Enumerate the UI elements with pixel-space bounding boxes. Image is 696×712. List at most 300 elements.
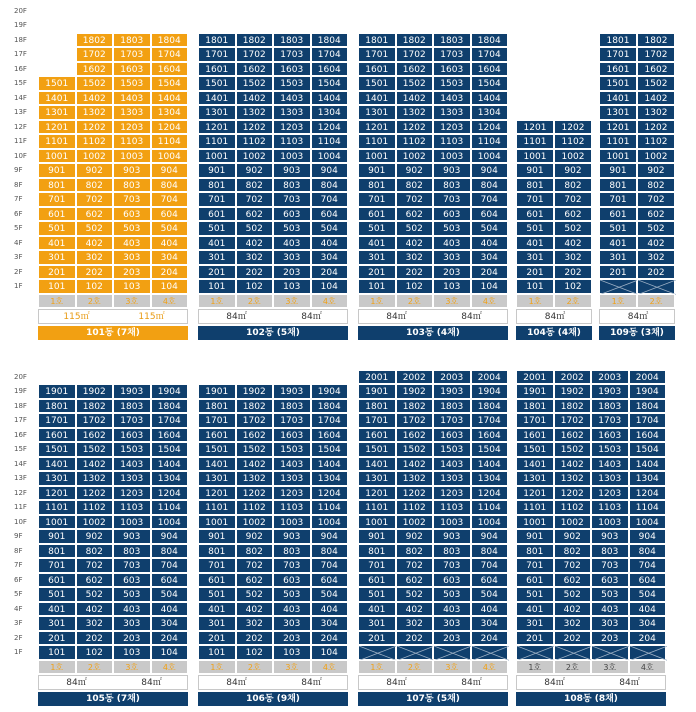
unit-cell[interactable]: 1204 [471,486,509,501]
unit-cell[interactable]: 202 [554,265,592,280]
unit-cell[interactable]: 1502 [76,442,114,457]
unit-cell[interactable]: 1903 [113,384,151,399]
unit-cell[interactable]: 601 [198,573,236,588]
unit-cell[interactable]: 602 [554,573,592,588]
unit-cell[interactable]: 1801 [358,399,396,414]
unit-cell[interactable]: 401 [599,236,637,251]
unit-cell[interactable]: 1201 [198,120,236,135]
unit-cell[interactable]: 502 [76,221,114,236]
unit-cell[interactable]: 103 [113,279,151,294]
unit-cell[interactable]: 903 [273,163,311,178]
unit-cell[interactable]: 1001 [38,149,76,164]
unit-cell[interactable]: 704 [151,192,189,207]
unit-cell[interactable]: 501 [599,221,637,236]
unit-cell[interactable]: 502 [396,587,434,602]
unit-cell[interactable]: 503 [273,587,311,602]
unit-cell[interactable]: 1402 [554,457,592,472]
unit-cell[interactable]: 201 [198,265,236,280]
unit-cell[interactable]: 802 [76,544,114,559]
unit-cell[interactable]: 101 [198,645,236,660]
unit-cell[interactable]: 1103 [273,134,311,149]
unit-cell[interactable]: 1301 [198,471,236,486]
unit-cell[interactable]: 1504 [151,442,189,457]
unit-cell[interactable]: 404 [151,602,189,617]
unit-cell[interactable]: 1303 [433,471,471,486]
unit-cell[interactable]: 1002 [554,515,592,530]
unit-cell[interactable] [396,645,434,660]
unit-cell[interactable]: 1804 [471,33,509,48]
unit-cell[interactable]: 1201 [516,486,554,501]
unit-cell[interactable]: 1001 [358,149,396,164]
unit-cell[interactable]: 1601 [358,428,396,443]
unit-cell[interactable]: 1303 [113,105,151,120]
unit-cell[interactable]: 1804 [151,399,189,414]
unit-cell[interactable]: 1201 [516,120,554,135]
unit-cell[interactable]: 404 [471,236,509,251]
unit-cell[interactable]: 1104 [311,500,349,515]
unit-cell[interactable]: 904 [471,163,509,178]
unit-cell[interactable]: 1803 [113,33,151,48]
unit-cell[interactable]: 1101 [198,500,236,515]
unit-cell[interactable]: 1602 [637,62,675,77]
unit-cell[interactable]: 1901 [358,384,396,399]
unit-cell[interactable]: 102 [76,279,114,294]
unit-cell[interactable]: 1202 [554,120,592,135]
unit-cell[interactable]: 1002 [396,149,434,164]
unit-cell[interactable]: 203 [273,631,311,646]
unit-cell[interactable]: 103 [273,279,311,294]
unit-cell[interactable]: 103 [433,279,471,294]
unit-cell[interactable]: 1202 [236,486,274,501]
unit-cell[interactable]: 601 [599,207,637,222]
unit-cell[interactable]: 102 [76,645,114,660]
unit-cell[interactable]: 703 [591,558,629,573]
unit-cell[interactable]: 1502 [554,442,592,457]
unit-cell[interactable]: 1804 [151,33,189,48]
unit-cell[interactable]: 901 [358,529,396,544]
unit-cell[interactable]: 1704 [151,413,189,428]
unit-cell[interactable]: 802 [76,178,114,193]
unit-cell[interactable]: 1903 [273,384,311,399]
unit-cell[interactable]: 503 [113,221,151,236]
unit-cell[interactable]: 102 [554,279,592,294]
unit-cell[interactable]: 901 [38,529,76,544]
unit-cell[interactable]: 904 [151,529,189,544]
unit-cell[interactable]: 1004 [471,515,509,530]
unit-cell[interactable]: 1503 [273,442,311,457]
unit-cell[interactable]: 1804 [629,399,667,414]
unit-cell[interactable]: 201 [38,631,76,646]
unit-cell[interactable]: 1102 [396,134,434,149]
unit-cell[interactable]: 1801 [516,399,554,414]
unit-cell[interactable]: 1101 [38,134,76,149]
unit-cell[interactable]: 902 [554,529,592,544]
unit-cell[interactable]: 1201 [198,486,236,501]
unit-cell[interactable]: 1401 [38,91,76,106]
unit-cell[interactable]: 203 [113,265,151,280]
unit-cell[interactable] [433,645,471,660]
unit-cell[interactable]: 1303 [591,471,629,486]
unit-cell[interactable]: 302 [396,250,434,265]
unit-cell[interactable]: 1804 [471,399,509,414]
unit-cell[interactable]: 1504 [471,76,509,91]
unit-cell[interactable]: 1703 [591,413,629,428]
unit-cell[interactable]: 601 [516,573,554,588]
unit-cell[interactable]: 204 [311,631,349,646]
unit-cell[interactable]: 1703 [273,413,311,428]
unit-cell[interactable]: 101 [358,279,396,294]
unit-cell[interactable]: 101 [38,645,76,660]
unit-cell[interactable]: 1902 [236,384,274,399]
unit-cell[interactable]: 1501 [516,442,554,457]
unit-cell[interactable]: 901 [358,163,396,178]
unit-cell[interactable]: 1803 [591,399,629,414]
unit-cell[interactable]: 801 [38,544,76,559]
unit-cell[interactable]: 102 [236,279,274,294]
unit-cell[interactable]: 1502 [396,76,434,91]
unit-cell[interactable]: 1102 [236,134,274,149]
unit-cell[interactable]: 1002 [396,515,434,530]
unit-cell[interactable]: 1701 [38,413,76,428]
unit-cell[interactable]: 104 [471,279,509,294]
unit-cell[interactable]: 402 [76,236,114,251]
unit-cell[interactable]: 503 [433,221,471,236]
unit-cell[interactable]: 1802 [396,33,434,48]
unit-cell[interactable]: 1203 [433,120,471,135]
unit-cell[interactable]: 603 [273,573,311,588]
unit-cell[interactable]: 103 [113,645,151,660]
unit-cell[interactable]: 702 [236,558,274,573]
unit-cell[interactable]: 603 [591,573,629,588]
unit-cell[interactable]: 1604 [311,428,349,443]
unit-cell[interactable]: 1304 [471,105,509,120]
unit-cell[interactable]: 1704 [311,413,349,428]
unit-cell[interactable]: 1803 [433,399,471,414]
unit-cell[interactable]: 1202 [554,486,592,501]
unit-cell[interactable]: 1302 [396,105,434,120]
unit-cell[interactable]: 1101 [38,500,76,515]
unit-cell[interactable]: 902 [396,529,434,544]
unit-cell[interactable]: 301 [38,616,76,631]
unit-cell[interactable]: 1004 [151,515,189,530]
unit-cell[interactable]: 1004 [471,149,509,164]
unit-cell[interactable]: 503 [273,221,311,236]
unit-cell[interactable]: 1802 [637,33,675,48]
unit-cell[interactable]: 501 [516,587,554,602]
unit-cell[interactable]: 1301 [516,471,554,486]
unit-cell[interactable]: 804 [151,178,189,193]
unit-cell[interactable]: 803 [113,544,151,559]
unit-cell[interactable]: 1404 [471,91,509,106]
unit-cell[interactable]: 1302 [637,105,675,120]
unit-cell[interactable]: 2004 [471,370,509,385]
unit-cell[interactable]: 1704 [471,47,509,62]
unit-cell[interactable]: 403 [113,602,151,617]
unit-cell[interactable]: 1702 [554,413,592,428]
unit-cell[interactable]: 1103 [433,500,471,515]
unit-cell[interactable]: 903 [113,529,151,544]
unit-cell[interactable]: 803 [433,544,471,559]
unit-cell[interactable]: 702 [76,192,114,207]
unit-cell[interactable]: 1203 [273,120,311,135]
unit-cell[interactable]: 1104 [151,134,189,149]
unit-cell[interactable]: 302 [236,250,274,265]
unit-cell[interactable]: 1702 [236,413,274,428]
unit-cell[interactable]: 1102 [554,500,592,515]
unit-cell[interactable]: 1702 [76,47,114,62]
unit-cell[interactable]: 402 [396,602,434,617]
unit-cell[interactable]: 701 [516,558,554,573]
unit-cell[interactable]: 1001 [599,149,637,164]
unit-cell[interactable]: 1304 [629,471,667,486]
unit-cell[interactable]: 802 [396,178,434,193]
unit-cell[interactable]: 204 [471,265,509,280]
unit-cell[interactable]: 101 [198,279,236,294]
unit-cell[interactable]: 402 [236,236,274,251]
unit-cell[interactable]: 804 [311,178,349,193]
unit-cell[interactable]: 202 [637,265,675,280]
unit-cell[interactable]: 1604 [471,428,509,443]
unit-cell[interactable]: 904 [471,529,509,544]
unit-cell[interactable]: 701 [516,192,554,207]
unit-cell[interactable]: 1703 [433,47,471,62]
unit-cell[interactable]: 203 [433,631,471,646]
unit-cell[interactable]: 1504 [151,76,189,91]
unit-cell[interactable]: 1603 [273,62,311,77]
unit-cell[interactable]: 1304 [311,471,349,486]
unit-cell[interactable]: 1404 [629,457,667,472]
unit-cell[interactable]: 204 [151,631,189,646]
unit-cell[interactable]: 402 [554,236,592,251]
unit-cell[interactable]: 2001 [516,370,554,385]
unit-cell[interactable]: 1204 [311,486,349,501]
unit-cell[interactable]: 701 [358,192,396,207]
unit-cell[interactable]: 1604 [471,62,509,77]
unit-cell[interactable]: 502 [396,221,434,236]
unit-cell[interactable]: 1402 [236,91,274,106]
unit-cell[interactable]: 1401 [198,457,236,472]
unit-cell[interactable] [516,645,554,660]
unit-cell[interactable]: 902 [76,163,114,178]
unit-cell[interactable]: 301 [516,616,554,631]
unit-cell[interactable]: 704 [311,192,349,207]
unit-cell[interactable]: 301 [198,616,236,631]
unit-cell[interactable]: 501 [516,221,554,236]
unit-cell[interactable]: 1301 [358,471,396,486]
unit-cell[interactable]: 1202 [76,486,114,501]
unit-cell[interactable]: 602 [236,207,274,222]
unit-cell[interactable]: 1503 [433,442,471,457]
unit-cell[interactable]: 601 [516,207,554,222]
unit-cell[interactable]: 1001 [358,515,396,530]
unit-cell[interactable]: 403 [433,236,471,251]
unit-cell[interactable]: 1603 [113,428,151,443]
unit-cell[interactable]: 1701 [198,47,236,62]
unit-cell[interactable]: 1104 [311,134,349,149]
unit-cell[interactable]: 901 [599,163,637,178]
unit-cell[interactable]: 1502 [396,442,434,457]
unit-cell[interactable]: 803 [273,544,311,559]
unit-cell[interactable]: 404 [151,236,189,251]
unit-cell[interactable]: 304 [311,616,349,631]
unit-cell[interactable]: 802 [236,178,274,193]
unit-cell[interactable]: 1704 [629,413,667,428]
unit-cell[interactable]: 1302 [396,471,434,486]
unit-cell[interactable]: 303 [113,250,151,265]
unit-cell[interactable]: 2002 [396,370,434,385]
unit-cell[interactable]: 303 [591,616,629,631]
unit-cell[interactable]: 304 [311,250,349,265]
unit-cell[interactable]: 1601 [358,62,396,77]
unit-cell[interactable]: 702 [637,192,675,207]
unit-cell[interactable]: 704 [151,558,189,573]
unit-cell[interactable]: 204 [151,265,189,280]
unit-cell[interactable]: 302 [637,250,675,265]
unit-cell[interactable]: 902 [236,529,274,544]
unit-cell[interactable]: 404 [629,602,667,617]
unit-cell[interactable]: 1202 [396,486,434,501]
unit-cell[interactable]: 1301 [38,471,76,486]
unit-cell[interactable]: 502 [554,587,592,602]
unit-cell[interactable]: 401 [38,236,76,251]
unit-cell[interactable]: 501 [38,221,76,236]
unit-cell[interactable]: 1804 [311,399,349,414]
unit-cell[interactable]: 1602 [76,428,114,443]
unit-cell[interactable]: 1002 [554,149,592,164]
unit-cell[interactable]: 401 [516,602,554,617]
unit-cell[interactable]: 1203 [113,486,151,501]
unit-cell[interactable]: 602 [76,207,114,222]
unit-cell[interactable]: 903 [433,163,471,178]
unit-cell[interactable]: 1104 [471,134,509,149]
unit-cell[interactable]: 704 [471,558,509,573]
unit-cell[interactable]: 102 [396,279,434,294]
unit-cell[interactable]: 1204 [151,486,189,501]
unit-cell[interactable]: 703 [273,558,311,573]
unit-cell[interactable]: 603 [113,207,151,222]
unit-cell[interactable]: 1501 [198,442,236,457]
unit-cell[interactable]: 402 [236,602,274,617]
unit-cell[interactable]: 1004 [151,149,189,164]
unit-cell[interactable]: 301 [358,250,396,265]
unit-cell[interactable]: 1201 [38,120,76,135]
unit-cell[interactable]: 1801 [599,33,637,48]
unit-cell[interactable]: 402 [554,602,592,617]
unit-cell[interactable]: 604 [311,207,349,222]
unit-cell[interactable]: 502 [637,221,675,236]
unit-cell[interactable]: 603 [433,207,471,222]
unit-cell[interactable]: 1903 [591,384,629,399]
unit-cell[interactable]: 1101 [599,134,637,149]
unit-cell[interactable]: 404 [471,602,509,617]
unit-cell[interactable]: 901 [516,163,554,178]
unit-cell[interactable]: 802 [554,178,592,193]
unit-cell[interactable]: 702 [236,192,274,207]
unit-cell[interactable]: 1404 [471,457,509,472]
unit-cell[interactable]: 903 [273,529,311,544]
unit-cell[interactable]: 1802 [76,33,114,48]
unit-cell[interactable]: 303 [273,616,311,631]
unit-cell[interactable]: 202 [236,265,274,280]
unit-cell[interactable]: 302 [76,250,114,265]
unit-cell[interactable]: 1204 [311,120,349,135]
unit-cell[interactable]: 2002 [554,370,592,385]
unit-cell[interactable]: 1302 [236,471,274,486]
unit-cell[interactable]: 203 [591,631,629,646]
unit-cell[interactable]: 1901 [516,384,554,399]
unit-cell[interactable]: 302 [396,616,434,631]
unit-cell[interactable]: 1503 [113,442,151,457]
unit-cell[interactable]: 1402 [236,457,274,472]
unit-cell[interactable]: 1001 [198,515,236,530]
unit-cell[interactable]: 602 [236,573,274,588]
unit-cell[interactable]: 302 [554,616,592,631]
unit-cell[interactable]: 1104 [471,500,509,515]
unit-cell[interactable]: 1504 [311,76,349,91]
unit-cell[interactable]: 1702 [76,413,114,428]
unit-cell[interactable]: 1103 [273,500,311,515]
unit-cell[interactable]: 902 [637,163,675,178]
unit-cell[interactable]: 1602 [236,428,274,443]
unit-cell[interactable]: 803 [433,178,471,193]
unit-cell[interactable]: 1602 [236,62,274,77]
unit-cell[interactable]: 1701 [358,413,396,428]
unit-cell[interactable]: 201 [516,265,554,280]
unit-cell[interactable]: 1603 [433,62,471,77]
unit-cell[interactable]: 1403 [113,457,151,472]
unit-cell[interactable]: 1904 [629,384,667,399]
unit-cell[interactable]: 1801 [198,399,236,414]
unit-cell[interactable]: 1501 [38,442,76,457]
unit-cell[interactable]: 1401 [38,457,76,472]
unit-cell[interactable]: 1102 [637,134,675,149]
unit-cell[interactable]: 401 [358,236,396,251]
unit-cell[interactable]: 1803 [273,33,311,48]
unit-cell[interactable]: 1201 [599,120,637,135]
unit-cell[interactable]: 304 [471,616,509,631]
unit-cell[interactable]: 1504 [311,442,349,457]
unit-cell[interactable]: 604 [151,573,189,588]
unit-cell[interactable]: 504 [471,587,509,602]
unit-cell[interactable]: 903 [591,529,629,544]
unit-cell[interactable] [358,645,396,660]
unit-cell[interactable]: 601 [358,573,396,588]
unit-cell[interactable]: 1604 [151,428,189,443]
unit-cell[interactable]: 1303 [433,105,471,120]
unit-cell[interactable]: 201 [358,265,396,280]
unit-cell[interactable]: 1604 [151,62,189,77]
unit-cell[interactable]: 1804 [311,33,349,48]
unit-cell[interactable]: 1901 [198,384,236,399]
unit-cell[interactable]: 1003 [273,149,311,164]
unit-cell[interactable]: 1703 [433,413,471,428]
unit-cell[interactable]: 202 [236,631,274,646]
unit-cell[interactable]: 504 [151,221,189,236]
unit-cell[interactable]: 102 [236,645,274,660]
unit-cell[interactable]: 1801 [38,399,76,414]
unit-cell[interactable]: 504 [471,221,509,236]
unit-cell[interactable]: 501 [358,221,396,236]
unit-cell[interactable]: 1403 [113,91,151,106]
unit-cell[interactable]: 604 [629,573,667,588]
unit-cell[interactable]: 1201 [358,486,396,501]
unit-cell[interactable]: 1303 [273,471,311,486]
unit-cell[interactable]: 301 [38,250,76,265]
unit-cell[interactable]: 1504 [629,442,667,457]
unit-cell[interactable]: 203 [113,631,151,646]
unit-cell[interactable]: 1203 [273,486,311,501]
unit-cell[interactable]: 701 [38,558,76,573]
